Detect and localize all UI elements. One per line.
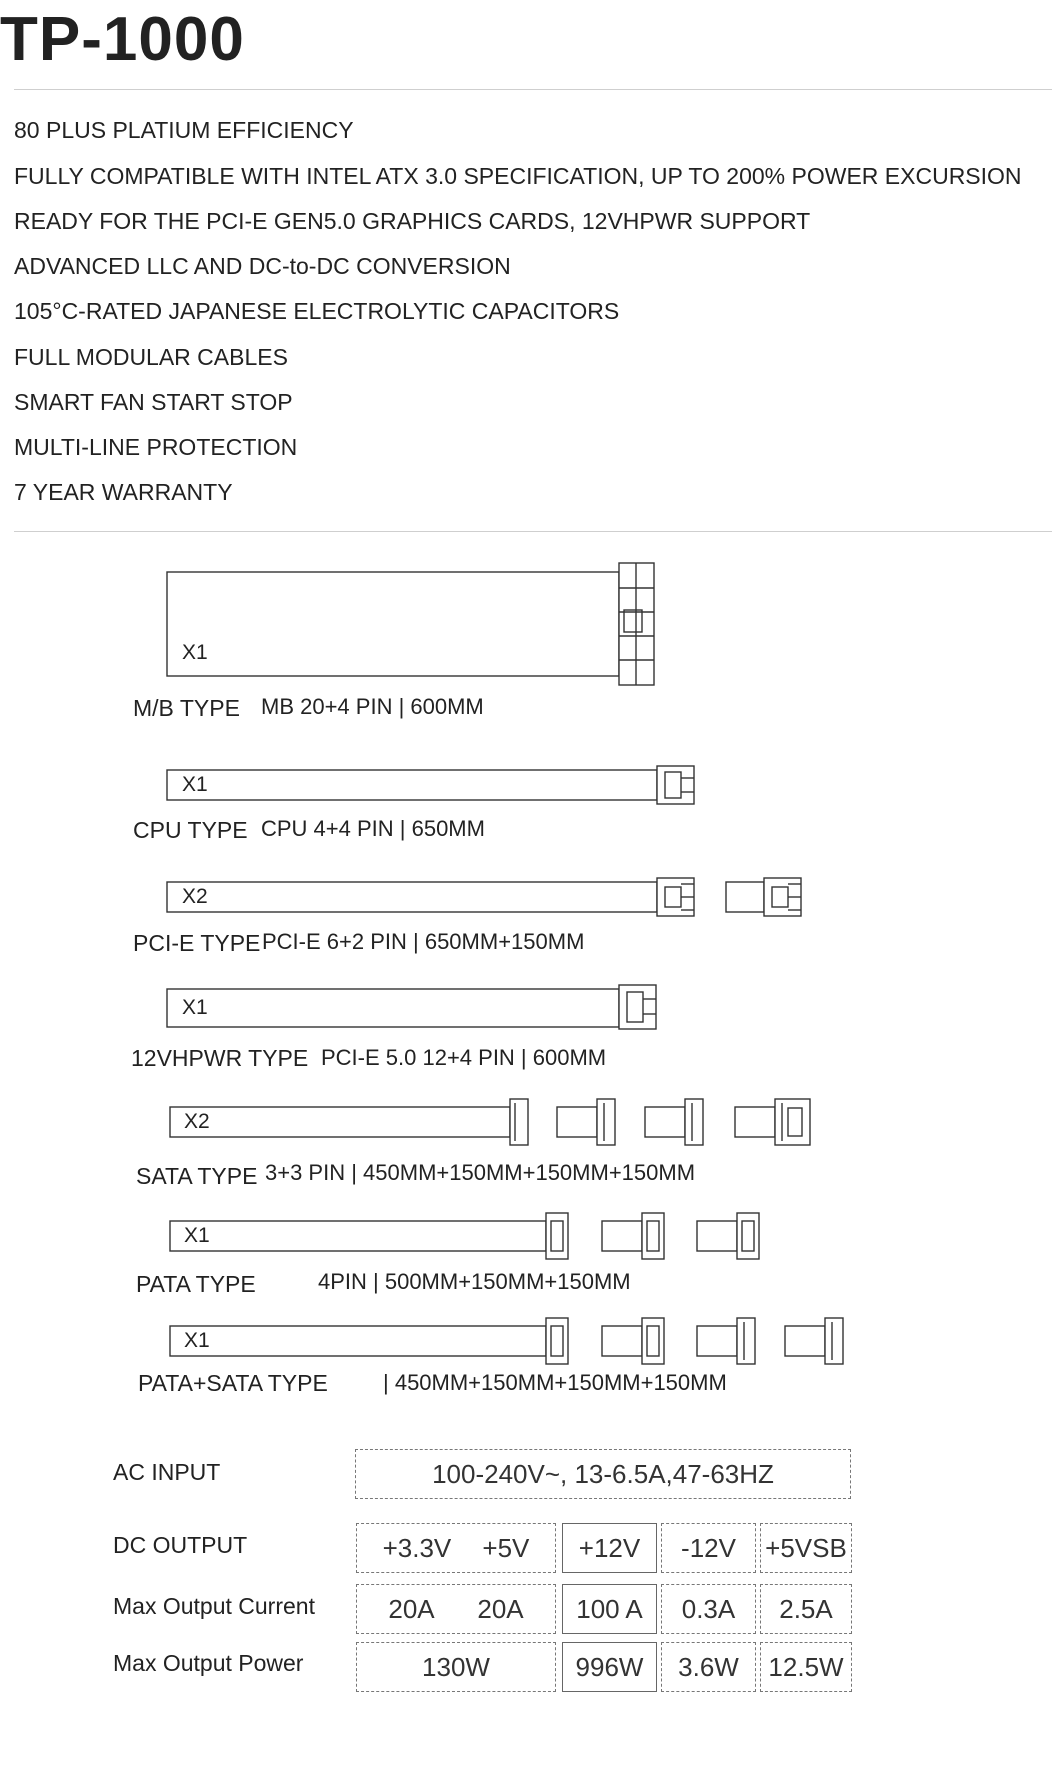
pata-sata-type-label: PATA+SATA TYPE <box>138 1370 328 1396</box>
current-12v: 100 A <box>562 1584 657 1634</box>
pcie-cable-drawing <box>167 878 801 916</box>
current-5vsb: 2.5A <box>760 1584 852 1634</box>
feature-item: 80 PLUS PLATIUM EFFICIENCY <box>14 117 354 143</box>
power-neg12v: 3.6W <box>661 1642 756 1692</box>
cpu-type-desc: CPU 4+4 PIN | 650MM <box>261 816 485 841</box>
mb-type-label: M/B TYPE <box>133 695 240 721</box>
pcie-type-label: PCI-E TYPE <box>133 930 261 956</box>
dc-output-label: DC OUTPUT <box>113 1532 248 1558</box>
pata-sata-cable-drawing <box>170 1318 843 1364</box>
pata-type-label: PATA TYPE <box>136 1271 256 1297</box>
pcie-type-desc: PCI-E 6+2 PIN | 650MM+150MM <box>262 929 585 954</box>
feature-item: ADVANCED LLC AND DC-to-DC CONVERSION <box>14 253 511 279</box>
pata-type-desc: 4PIN | 500MM+150MM+150MM <box>318 1269 631 1294</box>
ac-input-label: AC INPUT <box>113 1459 221 1485</box>
12vhpwr-type-desc: PCI-E 5.0 12+4 PIN | 600MM <box>321 1045 607 1070</box>
current-5v: 20A <box>477 1593 524 1624</box>
12vhpwr-type-label: 12VHPWR TYPE <box>131 1045 309 1071</box>
rail-neg12v: -12V <box>661 1523 756 1573</box>
rail-3v3: +3.3V <box>382 1532 452 1563</box>
feature-item: MULTI-LINE PROTECTION <box>14 434 298 460</box>
sata-type-label: SATA TYPE <box>136 1163 258 1189</box>
mb-qty: X1 <box>182 641 208 664</box>
rail-low-group <box>356 1523 556 1573</box>
sata-cable-drawing <box>170 1099 810 1145</box>
max-power-label: Max Output Power <box>113 1650 304 1676</box>
feature-item: FULLY COMPATIBLE WITH INTEL ATX 3.0 SPECIFICATION, UP TO 200% POWER EXCURSION <box>14 163 1022 189</box>
sata-type-desc: 3+3 PIN | 450MM+150MM+150MM+150MM <box>265 1160 696 1185</box>
feature-item: 7 YEAR WARRANTY <box>14 479 233 505</box>
pata-sata-qty: X1 <box>184 1329 210 1352</box>
power-12v: 996W <box>562 1642 657 1692</box>
current-3v3: 20A <box>388 1593 435 1624</box>
feature-item: 105°C-RATED JAPANESE ELECTROLYTIC CAPACITORS <box>14 298 620 324</box>
max-current-label: Max Output Current <box>113 1593 315 1619</box>
page-title: TP-1000 <box>0 5 245 74</box>
rail-5vsb: +5VSB <box>760 1523 852 1573</box>
pcie-qty: X2 <box>182 885 208 908</box>
mb-type-desc: MB 20+4 PIN | 600MM <box>261 694 484 719</box>
feature-item: READY FOR THE PCI-E GEN5.0 GRAPHICS CARDS, 12VHPWR SUPPORT <box>14 208 811 234</box>
feature-item: FULL MODULAR CABLES <box>14 344 288 370</box>
cpu-qty: X1 <box>182 773 208 796</box>
current-low-group <box>356 1584 556 1634</box>
current-neg12v: 0.3A <box>661 1584 756 1634</box>
pata-cable-drawing <box>170 1213 759 1259</box>
rail-12v: +12V <box>562 1523 657 1573</box>
feature-item: SMART FAN START STOP <box>14 389 293 415</box>
pata-qty: X1 <box>184 1224 210 1247</box>
12vhpwr-cable-drawing <box>167 985 656 1029</box>
sata-qty: X2 <box>184 1110 210 1133</box>
cpu-type-label: CPU TYPE <box>133 817 248 843</box>
12vhpwr-qty: X1 <box>182 996 208 1019</box>
power-5vsb: 12.5W <box>760 1642 852 1692</box>
rail-5v: +5V <box>482 1532 530 1563</box>
mb-cable-drawing <box>167 563 654 685</box>
ac-input-value: 100-240V~, 13-6.5A,47-63HZ <box>355 1449 851 1499</box>
pata-sata-type-desc: | 450MM+150MM+150MM+150MM <box>383 1370 727 1395</box>
cpu-cable-drawing <box>167 766 694 804</box>
power-combined: 130W <box>356 1642 556 1692</box>
